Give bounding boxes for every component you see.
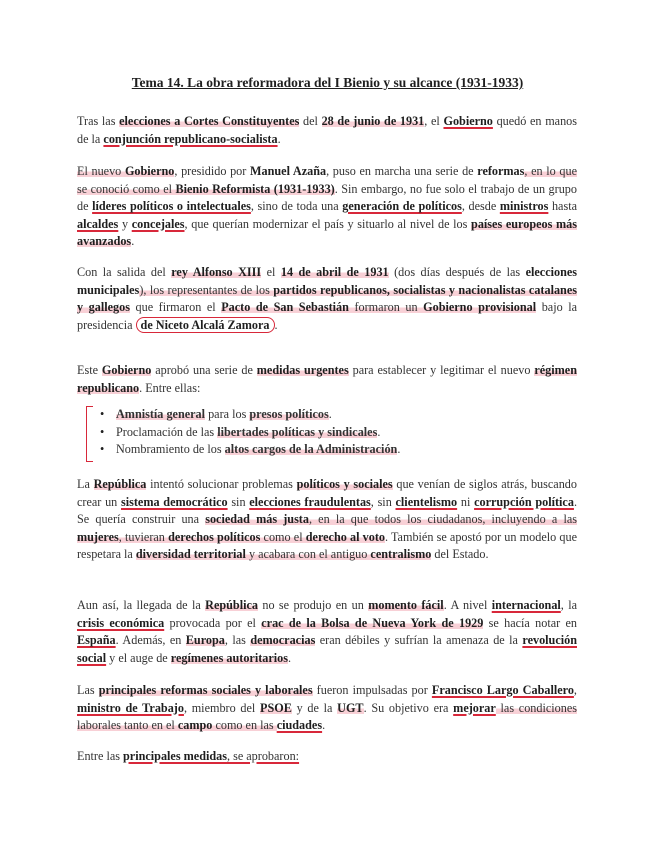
text: . <box>397 442 401 457</box>
text: y el auge de <box>106 650 171 665</box>
text: Este <box>77 363 102 377</box>
text: . También se apostó por un modelo que respetara la <box>77 529 577 562</box>
underlined-term: ministro de Trabajo <box>77 700 184 715</box>
text: como en las <box>212 718 277 733</box>
text: que venían de siglos atrás, buscando crear un <box>77 477 577 509</box>
text: el <box>261 265 281 279</box>
underlined-term: España <box>77 633 116 648</box>
highlighted-term: República <box>93 477 147 491</box>
text: para establecer y legitimar el nuevo <box>348 363 535 377</box>
text: ), los representantes de los <box>139 282 274 297</box>
document-title: Tema 14. La obra reformadora del I Bienio y su alcance (1931-1933) <box>131 75 524 90</box>
circled-term: de Niceto Alcalá Zamora <box>136 317 275 333</box>
text: intentó solucionar problemas <box>146 477 297 491</box>
text: Entre las <box>77 749 124 763</box>
text: eran débiles y sufrían la amenaza de la <box>315 633 523 648</box>
text: , puso en marcha una serie de <box>326 164 478 178</box>
text: , sino de toda una <box>250 199 343 214</box>
highlighted-term: momento fácil <box>368 598 444 612</box>
text: . Sin embargo, no fue solo el trabajo de un grupo de <box>77 181 577 214</box>
paragraph-6 <box>77 597 577 667</box>
text: . Se quería construir una <box>77 494 577 527</box>
underlined-term: concejales <box>131 216 185 231</box>
text: , en lo que se conoció como el <box>77 164 577 196</box>
text: y <box>118 216 132 231</box>
text: ni <box>457 494 475 509</box>
highlighted-term: Gobierno <box>124 164 175 178</box>
text: hasta <box>548 199 577 214</box>
highlighted-term: Amnistía general <box>116 407 206 421</box>
highlighted-term: partidos republicanos, socialistas y nacionalistas catalanes y gallegos <box>77 282 577 315</box>
highlighted-term: sociedad más justa <box>205 512 309 527</box>
paragraph-8 <box>77 748 577 766</box>
text: , el <box>424 114 444 128</box>
underlined-term: conjunción republicano-socialista <box>103 131 278 146</box>
paragraph-5 <box>77 476 577 564</box>
text: Aun así, la llegada de la <box>77 598 206 612</box>
highlighted-term: UGT <box>337 700 364 715</box>
text: para los <box>205 407 250 421</box>
text: . <box>322 718 326 733</box>
margin-bracket <box>86 406 93 462</box>
highlighted-term: libertades políticas y sindicales <box>217 424 378 439</box>
underlined-term: elecciones fraudulentas <box>249 494 371 509</box>
highlighted-term: políticos y sociales <box>296 477 393 491</box>
text: Tras las <box>77 114 120 128</box>
text: El nuevo <box>77 164 125 178</box>
text: , la <box>560 598 578 612</box>
underlined-term: crisis económica <box>77 615 165 630</box>
paragraph-4 <box>77 362 577 397</box>
text: , tuvieran <box>118 529 169 544</box>
underlined-term: Gobierno <box>443 114 493 128</box>
measures-list <box>100 406 400 459</box>
underlined-term: mejorar <box>453 700 496 715</box>
text: que firmaron el <box>129 300 222 315</box>
highlighted-term: República <box>205 598 258 612</box>
text: . A nivel <box>443 598 492 612</box>
text: fueron impulsadas por <box>312 683 432 697</box>
text: , desde <box>461 199 500 214</box>
text: no se produjo en un <box>257 598 369 612</box>
highlighted-term: derechos políticos <box>168 529 261 544</box>
text: sin <box>227 494 250 509</box>
text: Nombramiento de los <box>116 442 225 457</box>
list-item <box>100 441 400 459</box>
underlined-term: sistema democrático <box>120 494 228 509</box>
term: reformas <box>477 164 525 178</box>
highlighted-term: Gobierno <box>101 363 152 377</box>
text: formaron un <box>348 300 424 315</box>
text: , presidido por <box>174 164 250 178</box>
underlined-term: ministros <box>499 199 549 214</box>
highlighted-term: principales reformas sociales y laborales <box>98 683 313 697</box>
paragraph-2 <box>77 163 577 251</box>
highlighted-term: Pacto de San Sebastián <box>221 300 349 315</box>
underlined-term: principales medidas <box>123 749 227 763</box>
paragraph-7 <box>77 682 577 735</box>
text: , miembro del <box>183 700 261 715</box>
underlined-term: internacional <box>491 598 561 612</box>
text: y acabara con el antiguo <box>245 547 371 562</box>
text: . Su objetivo era <box>363 700 454 715</box>
paragraph-1 <box>77 113 577 148</box>
highlighted-term: medidas urgentes <box>256 363 349 377</box>
highlighted-term: diversidad territorial <box>135 547 246 562</box>
highlighted-term: países europeos más avanzados <box>77 216 577 249</box>
text: , sin <box>370 494 396 509</box>
text: , en la que todos los ciudadanos, incluyendo a las <box>308 512 577 527</box>
highlighted-term: 28 de junio de 1931 <box>321 114 425 128</box>
text: quedó en manos de la <box>77 114 578 146</box>
underlined-term: alcaldes <box>77 216 119 231</box>
term: elecciones municipales <box>77 265 578 297</box>
text: . Además, en <box>115 633 186 648</box>
list-item <box>100 406 400 424</box>
underlined-term: ciudades <box>276 718 323 733</box>
text: . <box>288 650 292 665</box>
text: bajo la presidencia <box>77 300 578 332</box>
text: las condiciones laborales tanto en el <box>77 700 577 733</box>
text: Con la salida del <box>77 265 172 279</box>
paragraph-3 <box>77 264 577 334</box>
text: del Estado. <box>431 547 489 562</box>
text: provocada por el <box>164 615 262 630</box>
highlighted-term: regímenes autoritarios <box>170 650 288 665</box>
highlighted-term: campo <box>177 718 213 733</box>
highlighted-term: democracias <box>250 633 316 648</box>
highlighted-term: Europa <box>185 633 225 648</box>
term: Manuel Azaña <box>250 164 327 178</box>
text: y de la <box>291 700 338 715</box>
highlighted-term: Gobierno provisional <box>423 300 537 315</box>
highlighted-term: presos políticos <box>249 407 329 421</box>
highlighted-term: 14 de abril de 1931 <box>280 265 389 279</box>
text: La <box>77 477 94 491</box>
text: , <box>573 683 577 697</box>
highlighted-term: centralismo <box>370 547 432 562</box>
text: , se aprobaron: <box>226 749 300 763</box>
text: . <box>377 424 381 439</box>
underlined-term: líderes políticos o intelectuales <box>92 199 251 214</box>
text: del <box>299 114 322 128</box>
text: Las <box>77 683 99 697</box>
text: , que querían modernizar el país y situarlo al nivel de los <box>184 216 472 231</box>
text: . <box>328 407 332 421</box>
text: . <box>131 234 135 249</box>
highlighted-term: derecho al voto <box>305 529 385 544</box>
text: . Entre ellas: <box>139 380 201 395</box>
highlighted-term: régimen republicano <box>77 363 577 395</box>
text: . <box>274 317 278 332</box>
list-item <box>100 424 400 442</box>
highlighted-term: crac de la Bolsa de Nueva York de 1929 <box>261 615 484 630</box>
underlined-term: generación de políticos <box>342 199 462 214</box>
highlighted-term: elecciones a Cortes Constituyentes <box>119 114 300 128</box>
text: . <box>277 131 281 146</box>
text: , las <box>224 633 251 648</box>
text: como el <box>260 529 306 544</box>
highlighted-term: rey Alfonso XIII <box>171 265 262 279</box>
highlighted-term: altos cargos de la Administración <box>224 442 398 457</box>
underlined-term: corrupción política <box>474 494 574 509</box>
underlined-term: clientelismo <box>395 494 458 509</box>
highlighted-term: mujeres <box>77 529 119 544</box>
text: se hacía notar en <box>483 615 577 630</box>
highlighted-term: Bienio Reformista (1931-1933) <box>175 181 335 196</box>
underlined-term: Francisco Largo Caballero <box>431 683 574 697</box>
underlined-term: revolución social <box>77 633 577 665</box>
text: aprobó una serie de <box>151 363 257 377</box>
text: Proclamación de las <box>116 424 218 439</box>
highlighted-term: PSOE <box>260 700 292 715</box>
text: (dos días después de las <box>388 265 526 279</box>
